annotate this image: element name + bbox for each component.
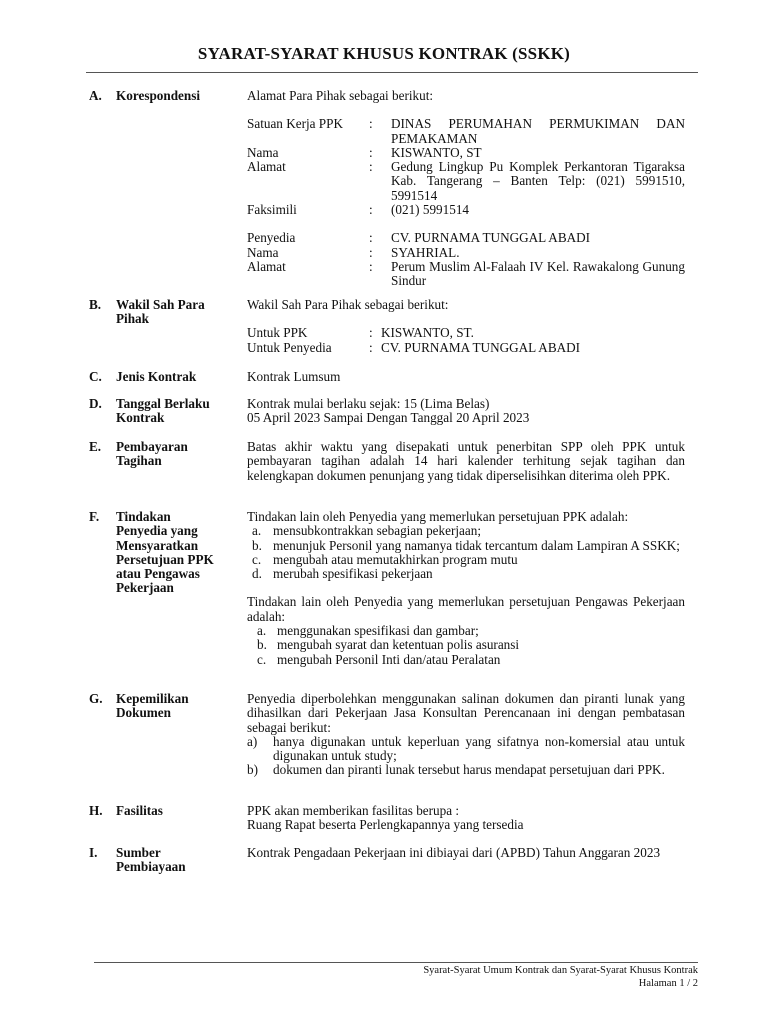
field-value: KISWANTO, ST. [381, 325, 474, 341]
heading-line: Mensyaratkan [116, 537, 199, 553]
field-label: Alamat [247, 159, 286, 175]
heading-line: Pembayaran [116, 439, 188, 454]
heading-line: Tanggal Berlaku [116, 396, 210, 411]
heading-line: Pekerjaan [116, 580, 174, 596]
list-text: merubah spesifikasi pekerjaan [273, 566, 433, 582]
heading-line: Tindakan [116, 509, 171, 524]
section-letter: D. [89, 396, 102, 411]
list-marker: b. [252, 537, 262, 553]
field-label: Nama [247, 244, 279, 260]
section-heading [116, 370, 238, 384]
list-marker: a. [252, 523, 262, 539]
field-label: Faksimili [247, 202, 297, 218]
list-item [247, 735, 685, 764]
heading-line: atau Pengawas [116, 566, 200, 582]
section-letter: C. [89, 369, 102, 384]
section-text: PPK akan memberikan fasilitas berupa : [247, 803, 460, 818]
intro-text: Wakil Sah Para Pihak sebagai berikut: [247, 297, 449, 312]
list-item [247, 763, 685, 777]
colon: : [369, 116, 373, 132]
colon: : [369, 339, 373, 355]
intro-text: Tindakan lain oleh Penyedia yang memerlukan persetujuan Pengawas Pekerjaan adalah: [247, 594, 685, 624]
section-body [247, 397, 685, 426]
list-item [247, 539, 685, 553]
list-item [247, 638, 685, 652]
footer-divider [94, 962, 698, 963]
list-text: mengubah syarat dan ketentuan polis asuransi [277, 637, 520, 653]
page-footer [423, 965, 698, 990]
section-body [247, 440, 685, 483]
section-letter: G. [89, 691, 103, 706]
field-value: DINAS PERUMAHAN PERMUKIMAN DAN PEMAKAMAN [391, 116, 685, 146]
heading-line: Persetujuan PPK [116, 551, 214, 567]
field-value: CV. PURNAMA TUNGGAL ABADI [391, 230, 591, 246]
list-text: menunjuk Personil yang namanya tidak tercantum dalam Lampiran A SSKK; [273, 537, 680, 553]
heading-line: Kepemilikan [116, 691, 189, 706]
colon: : [369, 258, 373, 274]
field-label: Untuk Penyedia [247, 339, 332, 355]
list-marker: d. [252, 566, 262, 582]
field-row-nama-penyedia [247, 246, 685, 260]
list-marker: b) [247, 762, 258, 778]
list-marker: c. [257, 651, 267, 667]
intro-text: Tindakan lain oleh Penyedia yang memerlukan persetujuan PPK adalah: [247, 509, 629, 524]
footer-title: Syarat-Syarat Umum Kontrak dan Syarat-Syarat Khusus Kontrak [423, 965, 698, 976]
heading-line: Jenis Kontrak [116, 369, 197, 384]
section-body [247, 89, 685, 289]
section-heading [116, 298, 238, 327]
field-label: Nama [247, 144, 279, 160]
section-body [247, 510, 685, 667]
heading-line: Korespondensi [116, 88, 201, 103]
field-label: Alamat [247, 258, 286, 274]
heading-line: Tagihan [116, 453, 162, 469]
section-heading [116, 397, 238, 426]
list-text: menggunakan spesifikasi dan gambar; [277, 623, 479, 639]
heading-line: Kontrak [116, 410, 165, 426]
field-row-satker [247, 117, 685, 146]
field-row-untuk-penyedia [247, 341, 685, 355]
field-value: (021) 5991514 [391, 202, 470, 218]
field-row-alamat [247, 160, 685, 203]
list-item [247, 567, 685, 581]
section-body [247, 846, 685, 860]
section-heading [116, 804, 238, 818]
field-value: SYAHRIAL. [391, 244, 460, 260]
heading-line: Pembiayaan [116, 859, 186, 875]
list-marker: a) [247, 733, 258, 749]
field-row-alamat-penyedia [247, 260, 685, 289]
page-title: SYARAT-SYARAT KHUSUS KONTRAK (SSKK) [197, 44, 571, 63]
intro-text: Alamat Para Pihak sebagai berikut: [247, 88, 434, 103]
section-heading [116, 692, 238, 721]
colon: : [369, 202, 373, 218]
field-value: KISWANTO, ST [391, 144, 482, 160]
colon: : [369, 325, 373, 341]
field-label: Penyedia [247, 230, 296, 246]
list-item [247, 624, 685, 638]
section-letter: B. [89, 297, 102, 312]
list-text: hanya digunakan untuk keperluan yang sifatnya non-komersial atau untuk digunakan untuk study; [273, 733, 685, 764]
section-letter: H. [89, 803, 103, 818]
section-text: Kontrak Pengadaan Pekerjaan ini dibiayai dari (APBD) Tahun Anggaran 2023 [247, 845, 661, 860]
section-heading [116, 89, 238, 103]
field-label: Untuk PPK [247, 325, 308, 341]
section-heading [116, 440, 238, 469]
list-text: mengubah atau memutakhirkan program mutu [273, 551, 518, 567]
start-text: Kontrak mulai berlaku sejak: 15 (Lima Belas) [247, 396, 490, 411]
intro-text: Penyedia diperbolehkan menggunakan salinan dokumen dan piranti lunak yang dihasilkan dari Pekerjaan Jasa Konsultan Perencanaan ini dengan pembatasan sebagai berikut: [247, 691, 685, 735]
heading-line: Wakil Sah Para [116, 297, 205, 312]
list-marker: b. [257, 637, 267, 653]
field-row-nama [247, 146, 685, 160]
field-value: CV. PURNAMA TUNGGAL ABADI [381, 339, 581, 355]
field-value: Perum Muslim Al-Falaah IV Kel. Rawakalong Gunung Sindur [391, 258, 685, 289]
section-text: Batas akhir waktu yang disepakati untuk penerbitan SPP oleh PPK untuk pembayaran tagihan adalah 14 hari kalender terhitung sejak tagihan dan kelengkapan dokumen penunjang yang tidak diperselisihkan diterima oleh PPK. [247, 439, 685, 483]
section-letter: I. [89, 845, 98, 860]
list-item [247, 553, 685, 567]
section-heading [116, 846, 238, 875]
section-body [247, 804, 685, 833]
colon: : [369, 144, 373, 160]
title-divider [86, 72, 698, 73]
list-item [247, 653, 685, 667]
heading-line: Pihak [116, 311, 149, 327]
section-letter: A. [89, 88, 102, 103]
heading-line: Dokumen [116, 705, 171, 721]
colon: : [369, 244, 373, 260]
list-marker: a. [257, 623, 267, 639]
section-body [247, 298, 685, 355]
field-label: Satuan Kerja PPK [247, 116, 343, 132]
heading-line: Sumber [116, 845, 161, 860]
colon: : [369, 230, 373, 246]
section-letter: F. [89, 509, 100, 524]
section-body [247, 692, 685, 778]
section-text: Kontrak Lumsum [247, 369, 341, 384]
field-row-penyedia [247, 231, 685, 245]
colon: : [369, 159, 373, 175]
field-row-faksimili [247, 203, 685, 217]
heading-line: Fasilitas [116, 803, 163, 818]
field-value: Gedung Lingkup Pu Komplek Perkantoran Tigaraksa Kab. Tangerang – Banten Telp: (021) 5991510, 5991514 [391, 159, 685, 203]
section-text: Ruang Rapat beserta Perlengkapannya yang tersedia [247, 817, 524, 833]
heading-line: Penyedia yang [116, 523, 198, 539]
list-text: dokumen dan piranti lunak tersebut harus mendapat persetujuan dari PPK. [273, 762, 665, 778]
list-item [247, 524, 685, 538]
field-row-untuk-ppk [247, 326, 685, 340]
list-text: mengubah Personil Inti dan/atau Peralatan [277, 651, 501, 667]
section-letter: E. [89, 439, 102, 454]
section-heading [116, 510, 238, 596]
section-body [247, 370, 685, 384]
page-number: Halaman 1 / 2 [638, 977, 698, 989]
date-range-text: 05 April 2023 Sampai Dengan Tanggal 20 April 2023 [247, 410, 530, 426]
list-marker: c. [252, 551, 262, 567]
list-text: mensubkontrakkan sebagian pekerjaan; [273, 523, 481, 539]
